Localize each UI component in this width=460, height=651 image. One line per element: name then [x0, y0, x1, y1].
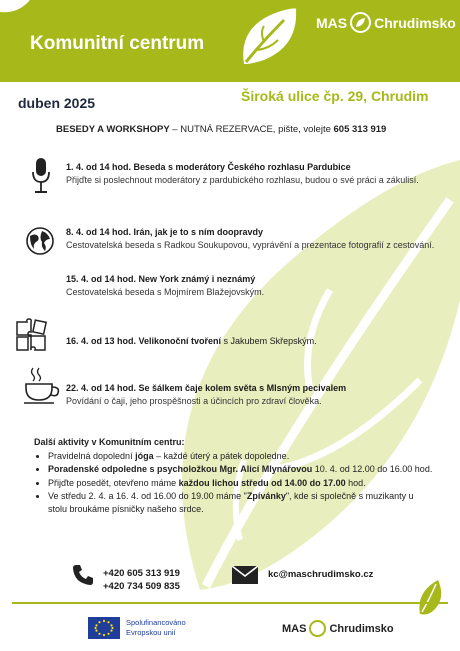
intro-line — [56, 124, 386, 135]
list-item-text: Ve středu 2. 4. a 16. 4. od 16.00 do 19.00 máme " — [48, 491, 247, 501]
page-title: Komunitní centrum — [30, 33, 205, 54]
event-title: 15. 4. od 14 hod. New York známý i neznámý — [66, 274, 256, 284]
list-item-text: 10. 4. od 12.00 do 16.00 hod. — [312, 464, 433, 474]
leaf-icon — [238, 6, 300, 70]
phone-number: +420 734 509 835 — [103, 581, 180, 592]
logo-text-mas: MAS — [282, 622, 307, 635]
event-item — [66, 226, 436, 251]
leaf-icon — [0, 0, 30, 14]
event-title: 22. 4. od 14 hod. Se šálkem čaje kolem světa s Mlsným pecivalem — [66, 383, 347, 393]
logo-text-mas: MAS — [316, 14, 348, 31]
event-title-bold: 16. 4. od 13 hod. Velikonoční tvoření — [66, 336, 222, 346]
event-description: Přijďte si poslechnout moderátory z pardubického rozhlasu, budou o své práci a zákulisí. — [66, 174, 419, 185]
phone-icon — [72, 564, 94, 586]
list-item-text: Pravidelná dopolední — [48, 450, 136, 461]
list-item-bold: Zpívánky — [246, 491, 286, 501]
list-item-text: hod. — [345, 477, 366, 488]
logo-text-chrudimsko: Chrudimsko — [374, 14, 456, 31]
footer-divider — [12, 602, 448, 604]
list-item-text: – každé úterý a pátek dopoledne. — [153, 450, 290, 461]
event-title: 1. 4. od 14 hod. Beseda s moderátory Českého rozhlasu Pardubice — [66, 162, 351, 172]
eu-text-line: Evropskou unií — [126, 628, 176, 637]
event-item — [66, 273, 436, 298]
envelope-icon — [232, 566, 258, 584]
logo-mas-chrudimsko — [316, 12, 456, 33]
logo-leaf-icon — [309, 620, 326, 637]
event-item — [66, 161, 436, 186]
microphone-icon — [32, 158, 50, 194]
leaf-icon — [416, 578, 444, 618]
list-item — [48, 477, 434, 490]
event-title — [66, 335, 436, 348]
event-title: 8. 4. od 14 hod. Irán, jak je to s ním doopravdy — [66, 227, 264, 237]
list-item-text: Přijďte posedět, otevřeno máme — [48, 477, 179, 488]
background-leaf-icon — [160, 140, 460, 610]
eu-cofinanced-label — [126, 618, 186, 638]
list-item-bold: Poradenské odpoledne s psycholožkou Mgr. Alicí Mlynářovou — [48, 464, 313, 474]
other-activities — [34, 436, 434, 516]
tea-cup-icon — [22, 366, 62, 406]
logo-text-chrudimsko: Chrudimsko — [329, 622, 394, 635]
eu-text-line: Spolufinancováno — [126, 618, 186, 627]
eu-flag-icon — [88, 617, 120, 639]
list-item — [48, 450, 434, 463]
logo-leaf-icon — [350, 12, 371, 33]
event-title-rest: s Jakubem Skřepským. — [221, 336, 317, 346]
intro-text: – NUTNÁ REZERVACE, pište, volejte — [169, 124, 334, 135]
intro-phone: 605 313 919 — [333, 124, 387, 135]
event-description: Cestovatelská beseda s Radkou Soukupovou, vyprávění a prezentace fotografií z cestování. — [66, 239, 435, 250]
intro-label: BESEDY A WORKSHOPY — [56, 124, 170, 135]
event-description: Cestovatelská beseda s Mojmírem Blažejovským. — [66, 286, 265, 297]
puzzle-icon — [14, 318, 48, 352]
list-item — [48, 490, 434, 515]
event-description: Povídání o čaji, jeho prospěšnosti a účincích pro zdraví člověka. — [66, 395, 322, 406]
list-item-bold: jóga — [135, 450, 154, 461]
other-activities-heading: Další aktivity v Komunitním centru: — [34, 437, 185, 447]
event-item — [66, 335, 436, 348]
address: Široká ulice čp. 29, Chrudim — [241, 88, 429, 104]
email-address: kc@maschrudimsko.cz — [268, 569, 374, 580]
logo-mas-chrudimsko-footer — [282, 620, 394, 637]
phone-number: +420 605 313 919 — [103, 568, 180, 579]
month-label: duben 2025 — [18, 95, 96, 111]
globe-icon — [26, 227, 54, 255]
list-item — [48, 463, 434, 476]
event-item — [66, 382, 436, 407]
list-item-bold: každou lichou středu od 14.00 do 17.00 — [178, 477, 346, 488]
activity-list — [34, 450, 434, 516]
list-item-text: ", kde si společně s muzikanty u stolu broukáme písničky našeho srdce. — [48, 491, 414, 514]
